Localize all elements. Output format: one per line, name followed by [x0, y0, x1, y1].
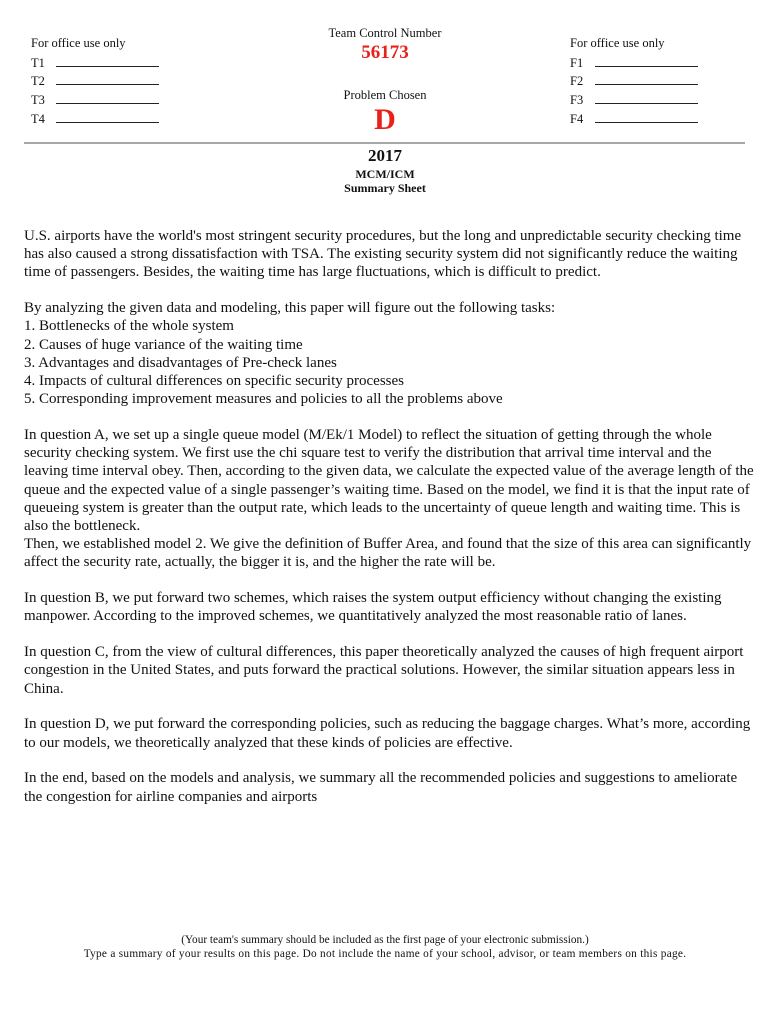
header-divider	[24, 142, 745, 144]
footer-instruction: Type a summary of your results on this page. Do not include the name of your school, advisor, or team members on this page.	[83, 948, 687, 960]
office-row-t2	[31, 72, 159, 91]
office-row-t4	[31, 110, 159, 129]
summary-paragraph-intro: U.S. airports have the world's most stringent security procedures, but the long and unpredictable security checking time has also caused a strong dissatisfaction with TSA. The existing security system did not significantly reduce the waiting time of passengers. Besides, the waiting time has large fluctuations, which is difficult to predict.	[24, 228, 742, 281]
summary-body	[24, 227, 754, 823]
summary-paragraph-question-c: In question C, from the view of cultural differences, this paper theoretically analyzed the causes of high frequent airport congestion in the United States, and puts forward the practical solutions. However, the similar situation appears less in China.	[24, 644, 744, 697]
office-code-f4: F4	[570, 111, 584, 126]
office-blank-t3	[56, 92, 159, 104]
office-row-f3	[570, 91, 698, 110]
problem-chosen-label: Problem Chosen	[343, 88, 427, 102]
office-code-t4: T4	[31, 111, 45, 126]
contest-year: 2017	[368, 146, 402, 165]
problem-chosen-letter: D	[374, 103, 396, 136]
summary-paragraph-question-b: In question B, we put forward two schemes, which raises the system output efficiency without changing the existing manpower. According to the improved schemes, we quantitatively analyzed the most reasonable ratio of lanes.	[24, 590, 722, 625]
contest-name: MCM/ICM	[355, 167, 415, 181]
summary-paragraph-conclusion: In the end, based on the models and analysis, we summary all the recommended policies and suggestions to ameliorate the congestion for airline companies and airports	[24, 770, 738, 805]
office-row-t1	[31, 54, 159, 73]
office-blank-f1	[595, 55, 698, 67]
office-code-t2: T2	[31, 74, 45, 89]
office-code-f3: F3	[570, 93, 584, 108]
team-control-number: 56173	[361, 42, 409, 63]
footer-note: (Your team's summary should be included as the first page of your electronic submission.)	[181, 934, 589, 946]
office-use-left	[31, 34, 159, 129]
summary-paragraph-question-a: In question A, we set up a single queue model (M/Ek/1 Model) to reflect the situation of getting through the whole security checking system. We first use the chi square test to verify the distribution that arrival time interval and the leaving time interval obey. Then, according to the given data, we calculate the expected value of the average length of the queue and the expected value of a single passenger’s waiting time. Based on the model, we find it is that the input rate of queueing system is greater than the output rate, which leads to the uncertainty of queue length and waiting time. This is also the bottleneck. Then, we established model 2. We give the definition of Buffer Area, and found that the size of this area can significantly affect the security rate, actually, the bigger it is, and the higher the rate will be.	[24, 427, 754, 571]
summary-paragraph-tasks: By analyzing the given data and modeling, this paper will figure out the following tasks: 1. Bottlenecks of the whole system 2. Causes of huge variance of the waiting time 3. Advantages and disadvantages of Pre-check lanes 4. Impacts of cultural differences on specific security processes 5. Corresponding improvement measures and policies to all the problems above	[24, 300, 556, 408]
summary-paragraph-question-d: In question D, we put forward the corresponding policies, such as reducing the baggage charges. What’s more, according to our models, we theoretically analyzed that these kinds of policies are effective.	[24, 716, 751, 751]
office-blank-f3	[595, 92, 698, 104]
team-control-label: Team Control Number	[328, 26, 442, 40]
summary-sheet-title: Summary Sheet	[344, 181, 426, 195]
office-row-f2	[570, 72, 698, 91]
office-code-t3: T3	[31, 93, 45, 108]
office-blank-t2	[56, 73, 159, 85]
office-row-t3	[31, 91, 159, 110]
office-use-right-title: For office use only	[570, 36, 665, 50]
office-code-f1: F1	[570, 55, 584, 70]
office-blank-f4	[595, 111, 698, 123]
office-code-f2: F2	[570, 74, 584, 89]
office-use-right	[570, 34, 698, 129]
office-code-t1: T1	[31, 55, 45, 70]
office-row-f4	[570, 110, 698, 129]
office-blank-t4	[56, 111, 159, 123]
office-use-left-title: For office use only	[31, 36, 126, 50]
team-header	[285, 26, 485, 136]
office-blank-f2	[595, 73, 698, 85]
office-blank-t1	[56, 55, 159, 67]
office-row-f1	[570, 54, 698, 73]
